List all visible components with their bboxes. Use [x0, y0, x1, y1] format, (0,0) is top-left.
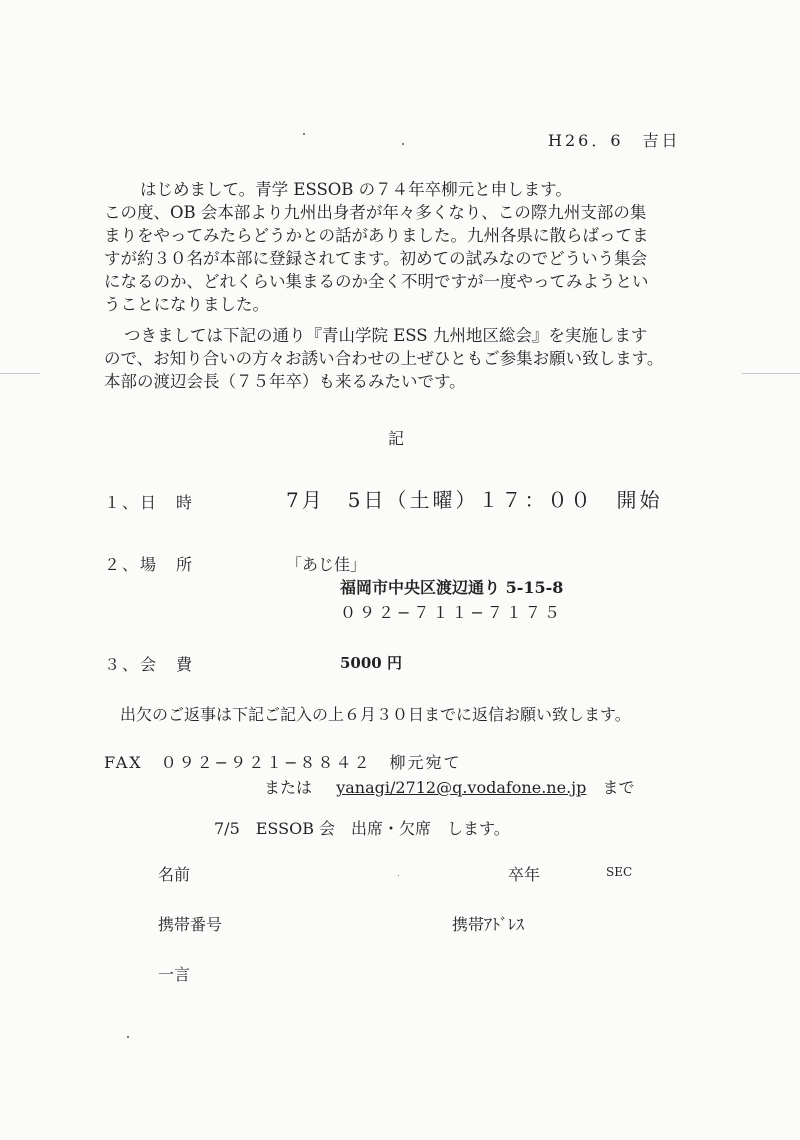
- form-comment-label: 一言: [158, 965, 191, 984]
- invitation-line: つきましては下記の通り『青山学院 ESS 九州地区総会』を実施します: [124, 326, 648, 345]
- intro-line: になるのか、どれくらい集まるのか全く不明ですが一度やってみようとい: [104, 272, 649, 291]
- intro-line: すが約３０名が本部に登録されてます。初めての試みなのでどういう集会: [104, 249, 648, 268]
- intro-line: まりをやってみたらどうかとの話がありました。九州各県に散らばってま: [104, 226, 649, 245]
- issue-date: H26．6 吉日: [548, 131, 681, 150]
- scan-speck: [398, 875, 399, 876]
- place-label: ２、場 所: [104, 555, 195, 574]
- date-value: 7月 5日（土曜）１７：００ 開始: [286, 488, 663, 512]
- form-mobile-number-label: 携帯番号: [158, 915, 223, 934]
- email-address: yanagi/2712@q.vodafone.ne.jp: [336, 778, 587, 797]
- invitation-line: ので、お知り合いの方々お誘い合わせの上ぜひともご参集お願い致します。: [104, 349, 664, 368]
- venue-phone: ０９２−７１１−７１７５: [340, 603, 563, 622]
- fee-value: 5000 円: [340, 654, 402, 672]
- attendance-line: 7/5 ESSOB 会 出席・欠席 します。: [214, 819, 510, 838]
- venue-address: 福岡市中央区渡辺通り 5-15-8: [340, 578, 564, 597]
- invitation-paragraph: [104, 324, 663, 393]
- invitation-line: 本部の渡辺会長（７５年卒）も来るみたいです。: [104, 372, 466, 391]
- scan-fold-mark: [742, 373, 800, 374]
- intro-line: はじめまして。青学 ESSOB の７４年卒柳元と申します。: [140, 180, 572, 199]
- form-sec-label: SEC: [606, 865, 633, 879]
- fee-label: ３、会 費: [104, 655, 195, 674]
- fax-line: FAX ０９２−９２１−８８４２ 柳元宛て: [104, 753, 462, 772]
- form-mobile-address-label: 携帯ｱﾄﾞﾚｽ: [452, 915, 525, 934]
- reply-notice: 出欠のご返事は下記ご記入の上６月３０日までに返信お願い致します。: [120, 705, 631, 724]
- form-name-label: 名前: [158, 865, 191, 884]
- intro-paragraph: [104, 178, 649, 316]
- scan-fold-mark: [0, 373, 40, 374]
- email-line: [264, 775, 635, 798]
- ki-heading: 記: [388, 429, 405, 448]
- intro-line: この度、OB 会本部より九州出身者が年々多くなり、この際九州支部の集: [104, 203, 647, 222]
- scan-speck: [402, 143, 404, 145]
- or-prefix: または: [264, 778, 313, 797]
- date-label: １、日 時: [104, 493, 195, 512]
- form-grad-year-label: 卒年: [508, 865, 541, 884]
- or-suffix: まで: [602, 778, 635, 797]
- scan-speck: [303, 133, 305, 135]
- venue-name: 「あじ佳」: [286, 555, 367, 574]
- intro-line: うことになりました。: [104, 295, 269, 314]
- scan-speck: [127, 1036, 129, 1038]
